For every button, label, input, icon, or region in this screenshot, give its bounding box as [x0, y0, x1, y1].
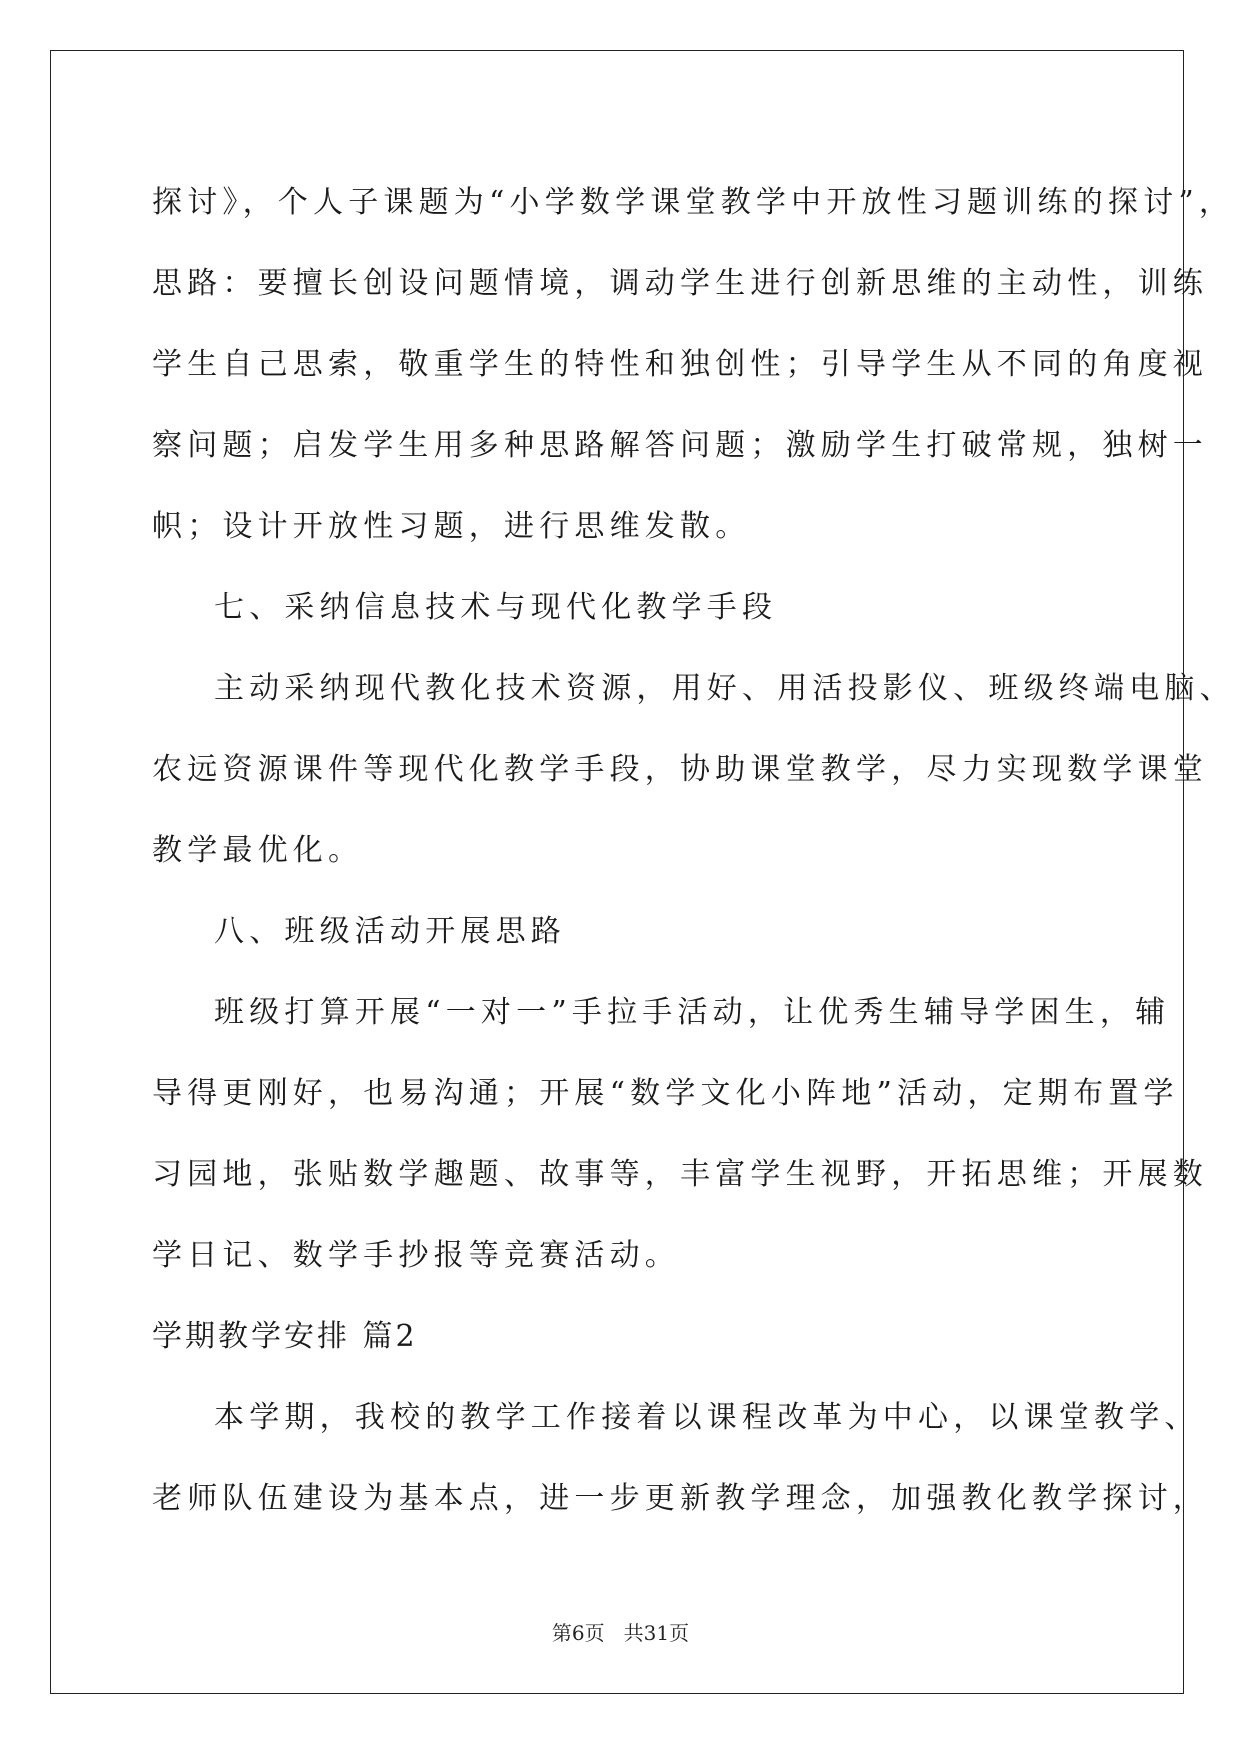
text-line: 察问题；启发学生用多种思路解答问题；激励学生打破常规，独树一 — [152, 428, 1208, 463]
paragraph-start: 班级打算开展“一对一”手拉手活动，让优秀生辅导学困生，辅 — [214, 995, 1171, 1030]
section-heading-8: 八、班级活动开展思路 — [214, 914, 566, 949]
text-line: 教学最优化。 — [152, 833, 364, 868]
text-line: 老师队伍建设为基本点，进一步更新教学理念，加强教化教学探讨， — [152, 1481, 1208, 1516]
page-number-footer: 第6页 共31页 — [551, 1621, 690, 1645]
paragraph-start: 本学期，我校的教学工作接着以课程改革为中心，以课堂教学、 — [214, 1400, 1200, 1435]
text-line: 探讨》，个人子课题为“小学数学课堂教学中开放性习题训练的探讨”， — [152, 185, 1235, 220]
text-line: 导得更刚好，也易沟通；开展“数学文化小阵地”活动，定期布置学 — [152, 1076, 1179, 1111]
text-line: 思路：要擅长创设问题情境，调动学生进行创新思维的主动性，训练 — [152, 266, 1208, 301]
text-line: 学日记、数学手抄报等竞赛活动。 — [152, 1238, 680, 1273]
text-line: 学生自己思索，敬重学生的特性和独创性；引导学生从不同的角度视 — [152, 347, 1208, 382]
section-heading-7: 七、采纳信息技术与现代化教学手段 — [214, 590, 778, 625]
document-body — [152, 162, 1235, 1539]
text-line: 帜；设计开放性习题，进行思维发散。 — [152, 509, 751, 544]
paragraph-start: 主动采纳现代教化技术资源，用好、用活投影仪、班级终端电脑、 — [214, 671, 1235, 706]
text-line: 农远资源课件等现代化教学手段，协助课堂教学，尽力实现数学课堂 — [152, 752, 1208, 787]
text-line: 习园地，张贴数学趣题、故事等，丰富学生视野，开拓思维；开展数 — [152, 1157, 1208, 1192]
article-heading: 学期教学安排 篇2 — [152, 1319, 418, 1354]
